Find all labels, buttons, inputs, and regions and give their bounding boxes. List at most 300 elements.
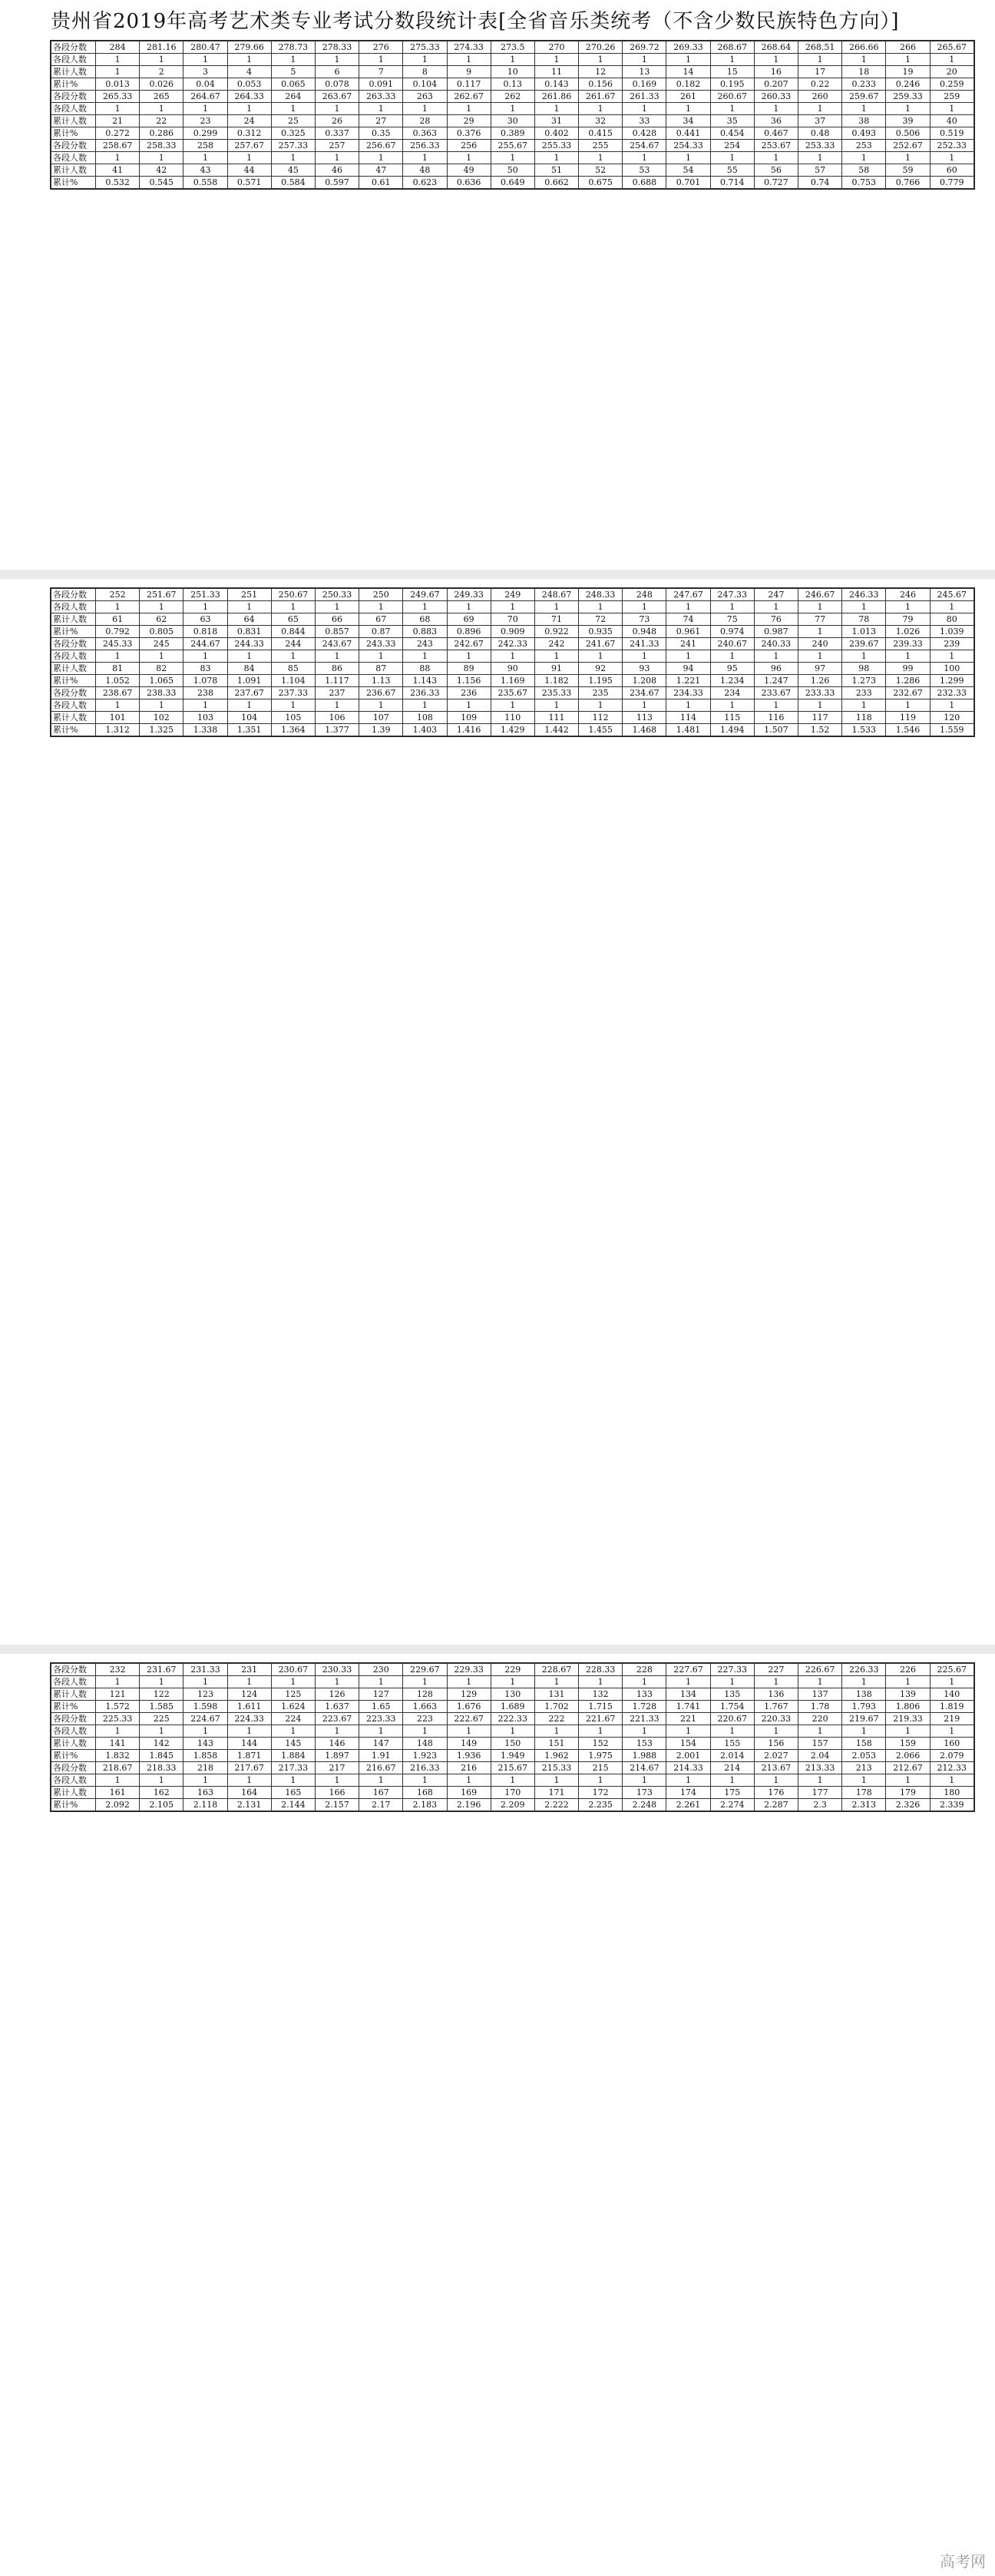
table-cell: 60 xyxy=(930,164,974,177)
table-cell: 252.33 xyxy=(930,140,974,152)
table-cell: 254 xyxy=(710,140,754,152)
table-cell: 1 xyxy=(666,152,710,164)
table-cell: 1.897 xyxy=(315,1750,359,1762)
table-cell: 1 xyxy=(623,103,666,115)
table-cell: 1 xyxy=(271,601,315,613)
table-cell: 85 xyxy=(271,663,315,675)
table-cell: 149 xyxy=(447,1738,491,1750)
table-cell: 128 xyxy=(403,1688,447,1701)
table-cell: 164 xyxy=(227,1787,271,1799)
table-cell: 0.026 xyxy=(140,78,183,91)
table-cell: 222 xyxy=(534,1713,578,1725)
table-cell: 47 xyxy=(359,164,403,177)
table-cell: 260 xyxy=(798,91,842,103)
table-cell: 1 xyxy=(183,1676,227,1688)
table-cell: 1.676 xyxy=(447,1701,491,1713)
table-cell: 216.67 xyxy=(359,1762,403,1774)
table-cell: 1 xyxy=(886,1774,930,1787)
row-label: 各段分数 xyxy=(51,1762,96,1774)
table-cell: 276 xyxy=(359,41,403,54)
table-cell: 244.33 xyxy=(227,638,271,650)
table-cell: 172 xyxy=(579,1787,623,1799)
table-cell: 180 xyxy=(930,1787,974,1799)
table-cell: 1 xyxy=(227,152,271,164)
table-cell: 1.26 xyxy=(798,675,842,687)
table-cell: 2.235 xyxy=(579,1799,623,1811)
table-cell: 1.221 xyxy=(666,675,710,687)
table-cell: 252.67 xyxy=(886,140,930,152)
table-cell: 1.429 xyxy=(491,724,534,736)
table-cell: 2.053 xyxy=(842,1750,886,1762)
table-cell: 219 xyxy=(930,1713,974,1725)
table-cell: 1 xyxy=(798,699,842,712)
table-cell: 1 xyxy=(403,699,447,712)
table-cell: 2.157 xyxy=(315,1799,359,1811)
table-cell: 44 xyxy=(227,164,271,177)
row-label: 累计% xyxy=(51,675,96,687)
table-cell: 232.67 xyxy=(886,687,930,699)
table-cell: 1 xyxy=(930,699,974,712)
table-cell: 250 xyxy=(359,589,403,601)
table-cell: 0.662 xyxy=(534,177,578,189)
table-cell: 94 xyxy=(666,663,710,675)
table-cell: 259 xyxy=(930,91,974,103)
table-cell: 1 xyxy=(754,54,798,66)
table-cell: 1.455 xyxy=(579,724,623,736)
table-cell: 268.64 xyxy=(754,41,798,54)
table-cell: 0.701 xyxy=(666,177,710,189)
table-cell: 1.117 xyxy=(315,675,359,687)
table-cell: 0.233 xyxy=(842,78,886,91)
table-cell: 0.286 xyxy=(140,127,183,140)
table-cell: 0.441 xyxy=(666,127,710,140)
table-cell: 50 xyxy=(491,164,534,177)
row-label: 累计% xyxy=(51,177,96,189)
table-cell: 0.805 xyxy=(140,626,183,638)
table-cell: 71 xyxy=(534,613,578,626)
table-cell: 244 xyxy=(271,638,315,650)
table-cell: 1 xyxy=(227,601,271,613)
table-cell: 95 xyxy=(710,663,754,675)
table-cell: 261 xyxy=(666,91,710,103)
table-cell: 175 xyxy=(710,1787,754,1799)
table-cell: 0.909 xyxy=(491,626,534,638)
table-cell: 227.67 xyxy=(666,1664,710,1676)
table-cell: 0.766 xyxy=(886,177,930,189)
table-cell: 21 xyxy=(96,115,140,127)
table-cell: 0.636 xyxy=(447,177,491,189)
table-cell: 1.962 xyxy=(534,1750,578,1762)
table-cell: 57 xyxy=(798,164,842,177)
table-cell: 1 xyxy=(842,699,886,712)
table-row xyxy=(51,1676,974,1688)
table-cell: 239 xyxy=(930,638,974,650)
table-cell: 79 xyxy=(886,613,930,626)
table-cell: 219.33 xyxy=(886,1713,930,1725)
table-cell: 1 xyxy=(227,1774,271,1787)
table-cell: 238 xyxy=(183,687,227,699)
table-cell: 100 xyxy=(930,663,974,675)
table-cell: 0.35 xyxy=(359,127,403,140)
table-cell: 134 xyxy=(666,1688,710,1701)
table-cell: 1.286 xyxy=(886,675,930,687)
table-cell: 1 xyxy=(315,1774,359,1787)
table-cell: 284 xyxy=(96,41,140,54)
table-cell: 1 xyxy=(886,650,930,663)
table-cell: 9 xyxy=(447,66,491,78)
table-cell: 1 xyxy=(447,601,491,613)
table-cell: 1.13 xyxy=(359,675,403,687)
table-cell: 0.259 xyxy=(930,78,974,91)
table-cell: 0.675 xyxy=(579,177,623,189)
table-cell: 108 xyxy=(403,712,447,724)
row-label: 各段分数 xyxy=(51,1713,96,1725)
table-cell: 53 xyxy=(623,164,666,177)
table-cell: 215.67 xyxy=(491,1762,534,1774)
table-row xyxy=(51,1701,974,1713)
table-cell: 227 xyxy=(754,1664,798,1676)
table-cell: 218 xyxy=(183,1762,227,1774)
table-cell: 1 xyxy=(227,650,271,663)
table-cell: 266.66 xyxy=(842,41,886,54)
table-cell: 129 xyxy=(447,1688,491,1701)
table-cell: 1 xyxy=(754,1676,798,1688)
table-cell: 1 xyxy=(447,650,491,663)
row-label: 各段分数 xyxy=(51,91,96,103)
table-cell: 281.16 xyxy=(140,41,183,54)
table-cell: 1 xyxy=(403,152,447,164)
table-cell: 1.611 xyxy=(227,1701,271,1713)
table-cell: 1.533 xyxy=(842,724,886,736)
table-cell: 171 xyxy=(534,1787,578,1799)
table-cell: 2.287 xyxy=(754,1799,798,1811)
table-cell: 241 xyxy=(666,638,710,650)
table-cell: 1 xyxy=(666,650,710,663)
table-cell: 96 xyxy=(754,663,798,675)
table-cell: 1 xyxy=(886,1676,930,1688)
table-cell: 117 xyxy=(798,712,842,724)
table-cell: 0.04 xyxy=(183,78,227,91)
table-cell: 1 xyxy=(666,699,710,712)
table-cell: 120 xyxy=(930,712,974,724)
row-label: 累计% xyxy=(51,724,96,736)
table-cell: 1.377 xyxy=(315,724,359,736)
table-cell: 1.468 xyxy=(623,724,666,736)
table-cell: 236.33 xyxy=(403,687,447,699)
table-row xyxy=(51,1688,974,1701)
table-cell: 93 xyxy=(623,663,666,675)
table-cell: 4 xyxy=(227,66,271,78)
table-cell: 2.339 xyxy=(930,1799,974,1811)
table-cell: 156 xyxy=(754,1738,798,1750)
table-cell: 136 xyxy=(754,1688,798,1701)
table-row xyxy=(51,613,974,626)
table-cell: 26 xyxy=(315,115,359,127)
table-cell: 225.67 xyxy=(930,1664,974,1676)
table-cell: 99 xyxy=(886,663,930,675)
table-cell: 0.987 xyxy=(754,626,798,638)
row-label: 累计% xyxy=(51,78,96,91)
table-cell: 1.052 xyxy=(96,675,140,687)
table-row xyxy=(51,589,974,601)
table-cell: 1.351 xyxy=(227,724,271,736)
table-cell: 36 xyxy=(754,115,798,127)
table-cell: 231 xyxy=(227,1664,271,1676)
table-cell: 1 xyxy=(447,103,491,115)
table-cell: 1 xyxy=(754,152,798,164)
table-cell: 145 xyxy=(271,1738,315,1750)
row-label: 各段分数 xyxy=(51,140,96,152)
table-cell: 35 xyxy=(710,115,754,127)
table-cell: 221.67 xyxy=(579,1713,623,1725)
table-cell: 30 xyxy=(491,115,534,127)
table-row xyxy=(51,712,974,724)
table-cell: 2.105 xyxy=(140,1799,183,1811)
table-cell: 80 xyxy=(930,613,974,626)
table-cell: 135 xyxy=(710,1688,754,1701)
table-cell: 1 xyxy=(798,626,842,638)
table-cell: 1 xyxy=(96,601,140,613)
table-cell: 1.988 xyxy=(623,1750,666,1762)
table-cell: 259.33 xyxy=(886,91,930,103)
table-cell: 142 xyxy=(140,1738,183,1750)
table-cell: 162 xyxy=(140,1787,183,1799)
table-cell: 247.67 xyxy=(666,589,710,601)
table-cell: 231.67 xyxy=(140,1664,183,1676)
table-cell: 1 xyxy=(491,1774,534,1787)
table-cell: 86 xyxy=(315,663,359,675)
table-cell: 1.767 xyxy=(754,1701,798,1713)
table-cell: 0.948 xyxy=(623,626,666,638)
table-cell: 1 xyxy=(447,1725,491,1738)
table-cell: 1 xyxy=(930,650,974,663)
table-cell: 0.753 xyxy=(842,177,886,189)
table-cell: 1 xyxy=(315,103,359,115)
table-cell: 234.67 xyxy=(623,687,666,699)
table-cell: 1 xyxy=(930,54,974,66)
table-cell: 1.871 xyxy=(227,1750,271,1762)
table-cell: 1 xyxy=(579,152,623,164)
table-cell: 0.961 xyxy=(666,626,710,638)
statistics-table-page-1 xyxy=(50,40,975,190)
table-cell: 114 xyxy=(666,712,710,724)
table-cell: 1 xyxy=(710,54,754,66)
table-row xyxy=(51,177,974,189)
table-cell: 1.494 xyxy=(710,724,754,736)
table-cell: 1 xyxy=(96,152,140,164)
table-cell: 0.649 xyxy=(491,177,534,189)
table-cell: 1.273 xyxy=(842,675,886,687)
table-cell: 0.818 xyxy=(183,626,227,638)
table-cell: 14 xyxy=(666,66,710,78)
table-cell: 1.91 xyxy=(359,1750,403,1762)
table-cell: 243 xyxy=(403,638,447,650)
table-cell: 0.156 xyxy=(579,78,623,91)
table-cell: 1.832 xyxy=(96,1750,140,1762)
table-cell: 97 xyxy=(798,663,842,675)
table-cell: 144 xyxy=(227,1738,271,1750)
table-cell: 235.67 xyxy=(491,687,534,699)
table-cell: 241.33 xyxy=(623,638,666,650)
table-cell: 119 xyxy=(886,712,930,724)
table-cell: 261.86 xyxy=(534,91,578,103)
table-cell: 1 xyxy=(710,1774,754,1787)
table-cell: 1 xyxy=(534,1676,578,1688)
table-cell: 229.33 xyxy=(447,1664,491,1676)
table-cell: 2.092 xyxy=(96,1799,140,1811)
table-cell: 1 xyxy=(491,650,534,663)
table-cell: 15 xyxy=(710,66,754,78)
table-cell: 220.67 xyxy=(710,1713,754,1725)
table-cell: 1.299 xyxy=(930,675,974,687)
table-cell: 218.33 xyxy=(140,1762,183,1774)
table-cell: 141 xyxy=(96,1738,140,1750)
table-cell: 51 xyxy=(534,164,578,177)
table-cell: 223.33 xyxy=(359,1713,403,1725)
table-cell: 1.208 xyxy=(623,675,666,687)
table-cell: 1 xyxy=(710,152,754,164)
table-cell: 161 xyxy=(96,1787,140,1799)
table-cell: 1 xyxy=(842,103,886,115)
table-cell: 1 xyxy=(403,1774,447,1787)
table-cell: 1 xyxy=(491,1725,534,1738)
table-cell: 250.33 xyxy=(315,589,359,601)
table-row xyxy=(51,699,974,712)
table-cell: 222.67 xyxy=(447,1713,491,1725)
table-row xyxy=(51,675,974,687)
table-cell: 2.313 xyxy=(842,1799,886,1811)
table-cell: 0.389 xyxy=(491,127,534,140)
table-cell: 1 xyxy=(666,1676,710,1688)
table-cell: 1 xyxy=(930,601,974,613)
table-cell: 87 xyxy=(359,663,403,675)
table-cell: 113 xyxy=(623,712,666,724)
table-cell: 81 xyxy=(96,663,140,675)
table-cell: 88 xyxy=(403,663,447,675)
table-cell: 0.571 xyxy=(227,177,271,189)
table-cell: 160 xyxy=(930,1738,974,1750)
table-cell: 1.104 xyxy=(271,675,315,687)
table-cell: 1 xyxy=(798,103,842,115)
row-label: 累计人数 xyxy=(51,712,96,724)
table-row xyxy=(51,91,974,103)
table-cell: 0.779 xyxy=(930,177,974,189)
table-cell: 1 xyxy=(96,1725,140,1738)
table-row xyxy=(51,1774,974,1787)
table-cell: 248.67 xyxy=(534,589,578,601)
table-cell: 273.5 xyxy=(491,41,534,54)
table-cell: 1 xyxy=(930,1725,974,1738)
table-cell: 1 xyxy=(534,1774,578,1787)
table-cell: 147 xyxy=(359,1738,403,1750)
table-cell: 1.338 xyxy=(183,724,227,736)
table-cell: 270.26 xyxy=(579,41,623,54)
table-row xyxy=(51,103,974,115)
table-cell: 253.67 xyxy=(754,140,798,152)
table-cell: 226.67 xyxy=(798,1664,842,1676)
table-cell: 137 xyxy=(798,1688,842,1701)
table-cell: 257.67 xyxy=(227,140,271,152)
table-cell: 0.506 xyxy=(886,127,930,140)
table-cell: 1.585 xyxy=(140,1701,183,1713)
table-cell: 37 xyxy=(798,115,842,127)
table-cell: 221 xyxy=(666,1713,710,1725)
table-cell: 1.143 xyxy=(403,675,447,687)
table-cell: 2.066 xyxy=(886,1750,930,1762)
table-cell: 19 xyxy=(886,66,930,78)
table-cell: 242.33 xyxy=(491,638,534,650)
table-row xyxy=(51,127,974,140)
table-cell: 1 xyxy=(359,650,403,663)
table-cell: 266 xyxy=(886,41,930,54)
table-cell: 0.312 xyxy=(227,127,271,140)
table-cell: 269.72 xyxy=(623,41,666,54)
table-cell: 73 xyxy=(623,613,666,626)
table-cell: 233.33 xyxy=(798,687,842,699)
table-cell: 268.67 xyxy=(710,41,754,54)
row-label: 各段人数 xyxy=(51,699,96,712)
table-cell: 1 xyxy=(534,152,578,164)
table-cell: 260.33 xyxy=(754,91,798,103)
table-cell: 0.143 xyxy=(534,78,578,91)
table-cell: 1 xyxy=(623,1676,666,1688)
table-cell: 0.545 xyxy=(140,177,183,189)
table-cell: 0.792 xyxy=(96,626,140,638)
table-cell: 1 xyxy=(140,601,183,613)
table-cell: 232.33 xyxy=(930,687,974,699)
table-cell: 1 xyxy=(359,601,403,613)
table-cell: 1 xyxy=(447,152,491,164)
table-cell: 1 xyxy=(315,699,359,712)
table-cell: 228 xyxy=(623,1664,666,1676)
table-cell: 1.312 xyxy=(96,724,140,736)
table-cell: 215.33 xyxy=(534,1762,578,1774)
table-cell: 167 xyxy=(359,1787,403,1799)
row-label: 各段人数 xyxy=(51,103,96,115)
table-cell: 218.67 xyxy=(96,1762,140,1774)
table-cell: 1 xyxy=(534,103,578,115)
table-cell: 118 xyxy=(842,712,886,724)
table-cell: 176 xyxy=(754,1787,798,1799)
table-cell: 214 xyxy=(710,1762,754,1774)
row-label: 各段人数 xyxy=(51,54,96,66)
table-cell: 213 xyxy=(842,1762,886,1774)
table-cell: 1 xyxy=(666,1774,710,1787)
row-label: 累计人数 xyxy=(51,663,96,675)
table-cell: 67 xyxy=(359,613,403,626)
table-cell: 0.493 xyxy=(842,127,886,140)
table-cell: 27 xyxy=(359,115,403,127)
table-cell: 1 xyxy=(359,1774,403,1787)
table-cell: 226 xyxy=(886,1664,930,1676)
table-cell: 1 xyxy=(315,54,359,66)
table-cell: 1.039 xyxy=(930,626,974,638)
table-cell: 1 xyxy=(183,1774,227,1787)
table-cell: 232 xyxy=(96,1664,140,1676)
table-cell: 246.67 xyxy=(798,589,842,601)
table-cell: 101 xyxy=(96,712,140,724)
table-cell: 1.923 xyxy=(403,1750,447,1762)
table-cell: 240.33 xyxy=(754,638,798,650)
table-cell: 0.104 xyxy=(403,78,447,91)
table-row xyxy=(51,152,974,164)
table-cell: 125 xyxy=(271,1688,315,1701)
table-cell: 1 xyxy=(842,650,886,663)
table-cell: 1 xyxy=(886,152,930,164)
table-cell: 213.33 xyxy=(798,1762,842,1774)
table-cell: 1 xyxy=(842,1676,886,1688)
table-cell: 139 xyxy=(886,1688,930,1701)
